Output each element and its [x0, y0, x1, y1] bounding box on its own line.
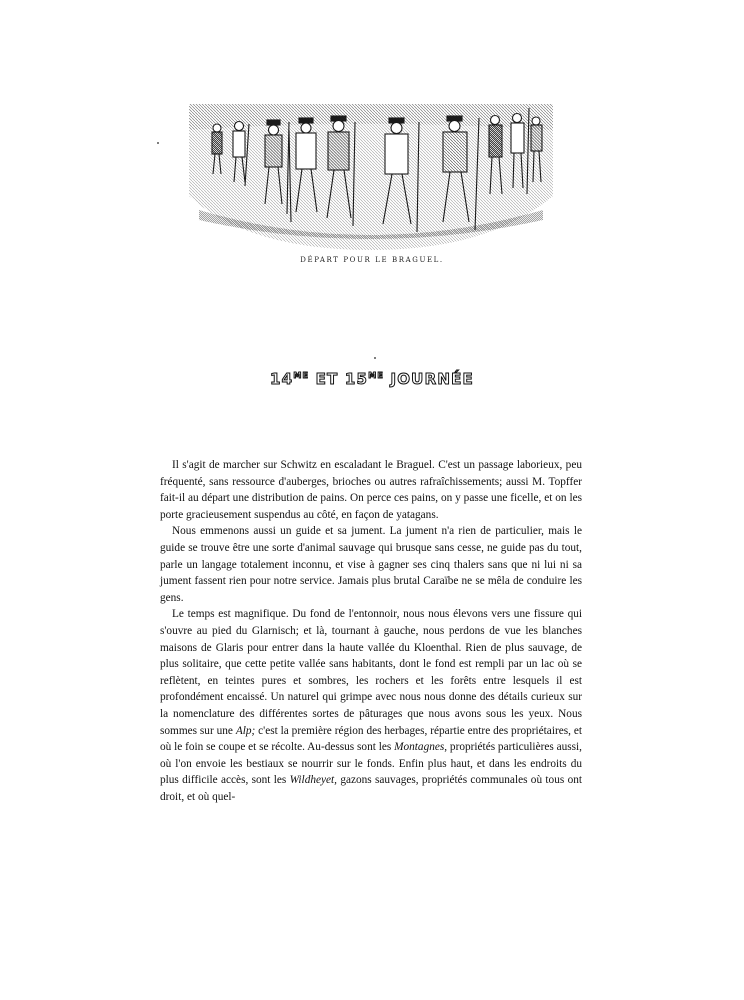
heading-number-15: 15: [344, 370, 369, 388]
term-alp: Alp;: [235, 724, 256, 737]
paragraph-2: [160, 523, 582, 606]
paragraph-1-text: Il s'agit de marcher sur Schwitz en escaladant le Braguel. C'est un passage laborieux, peu fréquenté, sans ressource d'auberges, brioches ou autres rafraîchissements; aussi M. Topffer fait-il au départ une distribution de pains. On perce ces pains, on y passe une ficelle, et on les porte gracieusement suspendus au côté, en façon de yatagans.: [160, 459, 582, 521]
heading-superscript-1: ME: [293, 371, 310, 380]
paragraph-3: [160, 606, 582, 805]
heading-et: ET: [315, 370, 339, 388]
scan-speck: [157, 142, 159, 144]
term-wildheyet: Wildheyet,: [289, 774, 337, 787]
heading-number-14: 14: [270, 370, 294, 388]
heading-journee: JOURNÉE: [390, 370, 474, 388]
paragraph-3-text-b: c'est la première région des herbages, répartie entre des propriétaires, et où le foin se coupe et se récolte. Au-dessus sont les: [160, 724, 582, 754]
paragraph-3-text-c: , propriétés particulières aussi, où l'on envoie les bestiaux se nourrir sur le fonds. Enfin plus haut, et dans les endroits du plus difficile accès, sont les: [160, 741, 583, 787]
paragraph-3-text-a: Le temps est magnifique. Du fond de l'entonnoir, nous nous élevons vers une fissure qui s'ouvre au pied du Glarnisch; et là, tournant à gauche, nous perdons de vue les blanches maisons de Glaris pour entrer dans la haute vallée du Kloenthal. Rien de plus sauvage, de plus solitaire, que cette petite vallée sans habitants, dont le fond est rempli par un lac où se reflètent, en teintes pures et sombres, les rochers et les forêts entre lesquels il est profondément encaissé. Un naturel qui grimpe avec nous nous donne des détails curieux sur la nomenclature des différentes sortes de pâturages que nous avons sous les yeux. Nous sommes sur une: [160, 608, 582, 737]
term-montagnes: Montagnes: [394, 741, 445, 754]
paragraph-1: [160, 457, 582, 523]
body-text: [160, 457, 582, 805]
paragraph-2-text: Nous emmenons aussi un guide et sa jument. La jument n'a rien de particulier, mais le guide se trouve être une sorte d'animal sauvage qui brusque sans cesse, ne guide pas du tout, parle un langage totalement inconnu, et vise à gagner ses cinq thalers sans que ni lui ni sa jument fassent rien pour notre service. Jamais plus brutal Caraïbe ne se mêla de conduire les gens.: [160, 525, 582, 604]
heading-superscript-2: ME: [368, 371, 385, 380]
illustration-caption: DÉPART POUR LE BRAGUEL.: [300, 256, 444, 264]
chapter-heading: [200, 370, 544, 388]
scan-speck: [374, 357, 376, 359]
paragraph-3-text-d: gazons sauvages, propriétés communales où tous ont droit, et où quel-: [160, 774, 583, 803]
engraving-illustration: [189, 100, 553, 252]
